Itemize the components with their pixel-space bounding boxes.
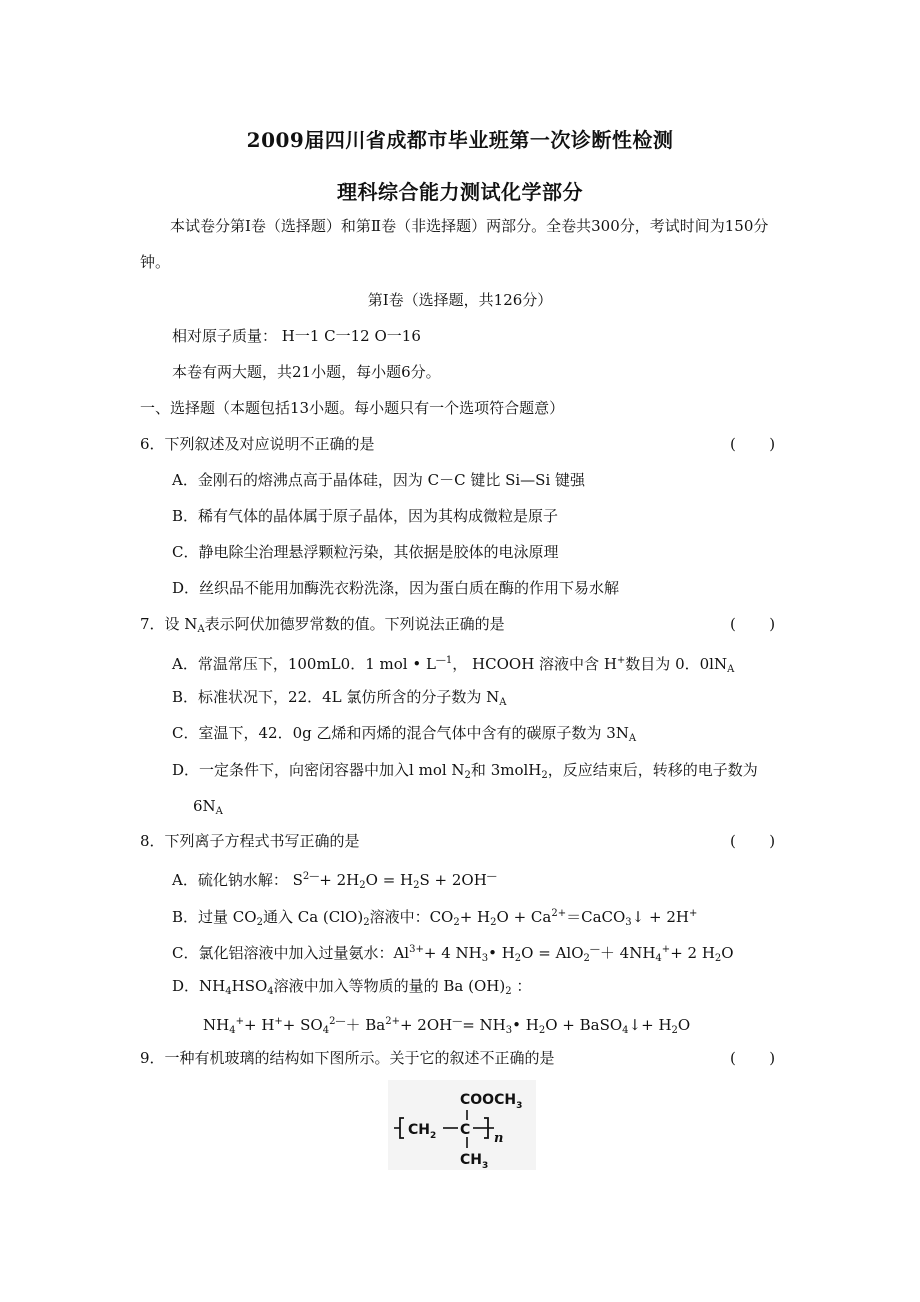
q7-option-c: C．室温下，42．0g 乙烯和丙烯的混合气体中含有的碳原子数为 $3N_A$ bbox=[172, 724, 637, 744]
q8-option-b: B．过量 $CO_2$通入 Ca $(ClO)_2$溶液中：$CO_2+ H_2O$ + $Ca^{2+}=CaCO_3↓ + 2H^+$ bbox=[172, 908, 698, 928]
q7-option-d-continued: $6N_A$ bbox=[193, 797, 223, 817]
q6-option-c: C．静电除尘治理悬浮颗粒污染，其依据是胶体的电泳原理 bbox=[172, 543, 559, 561]
q6-answer-blank: ( ) bbox=[730, 435, 776, 453]
q8-option-d: D．$NH_4HSO_4$溶液中加入等物质的量的 Ba $(OH)_2$ ： bbox=[172, 977, 532, 997]
q6-option-d: D．丝织品不能用加酶洗衣粉洗涤，因为蛋白质在酶的作用下易水解 bbox=[172, 579, 620, 597]
structure-ch2: $CH_2$ bbox=[408, 1122, 437, 1141]
part1-note: 本卷有两大题，共21小题，每小题6分。 bbox=[172, 363, 441, 381]
q8-option-d-equation: $NH_4^++ H^++ SO_4^{2—}+ Ba^{2+}+ 2OH^—=$ $NH_3•$ $H_2O$ + BaSO$_4$↓+ $H_2O$ bbox=[203, 1016, 691, 1036]
part1-header: 第Ⅰ卷（选择题，共126分） bbox=[367, 291, 553, 309]
q9-answer-blank: ( ) bbox=[730, 1049, 776, 1067]
q7-option-d: D．一定条件下，向密闭容器中加入l mol $N_2$和 3molH$_2$，反应结束后，转移的电子数为 bbox=[172, 761, 758, 781]
structure-subscript-n: n bbox=[494, 1131, 504, 1146]
intro-paragraph: 本试卷分第Ⅰ卷（选择题）和第Ⅱ卷（非选择题）两部分。全卷共300分，考试时间为150分钟。 bbox=[140, 217, 769, 271]
q7-answer-blank: ( ) bbox=[730, 615, 776, 633]
q6-option-a: A．金刚石的熔沸点高于晶体硅，因为 C－C 键比 Si—Si 键强 bbox=[172, 471, 586, 489]
q8-option-c: C．氯化铝溶液中加入过量氨水：$Al^{3+}+ 4$ $NH_3•$ $H_2O = AlO_2^—+ 4NH_4^++ 2$ $H_2O$ bbox=[172, 944, 734, 964]
section1-header: 一、选择题（本题包括13小题。每小题只有一个选项符合题意） bbox=[140, 399, 565, 417]
pmma-structure-diagram bbox=[388, 1080, 536, 1170]
structure-bottom-group: $CH_3$ bbox=[460, 1152, 489, 1170]
q9-stem: 9．一种有机玻璃的结构如下图所示。关于它的叙述不正确的是 bbox=[140, 1049, 555, 1067]
q8-answer-blank: ( ) bbox=[730, 832, 776, 850]
document-title: 2009届四川省成都市毕业班第一次诊断性检测 bbox=[246, 128, 674, 152]
q7-option-b: B．标准状况下，22．4L 氯仿所含的分子数为 $N_A$ bbox=[172, 688, 507, 708]
document-subtitle: 理科综合能力测试化学部分 bbox=[337, 180, 583, 204]
q6-option-b: B．稀有气体的晶体属于原子晶体，因为其构成微粒是原子 bbox=[172, 507, 559, 525]
structure-central-c: C bbox=[460, 1122, 471, 1138]
structure-top-group: $COOCH_3$ bbox=[460, 1092, 523, 1111]
q8-stem: 8．下列离子方程式书写正确的是 bbox=[140, 832, 360, 850]
q7-option-a: A．常温常压下，100mL0．1 mol • $L^{—1}$， HCOOH 溶液中含 H+数目为 0．$0lN_A$ bbox=[172, 655, 735, 675]
q7-stem: 7．设 $N_A$表示阿伏加德罗常数的值。下列说法正确的是 bbox=[140, 615, 505, 635]
q6-stem: 6．下列叙述及对应说明不正确的是 bbox=[140, 435, 375, 453]
atomic-mass-line: 相对原子质量： H一1 C一12 O一16 bbox=[172, 327, 421, 345]
q8-option-a: A．硫化钠水解： $S^{2—}+ 2H_2O = H_2S + 2OH^—$ bbox=[172, 871, 497, 891]
